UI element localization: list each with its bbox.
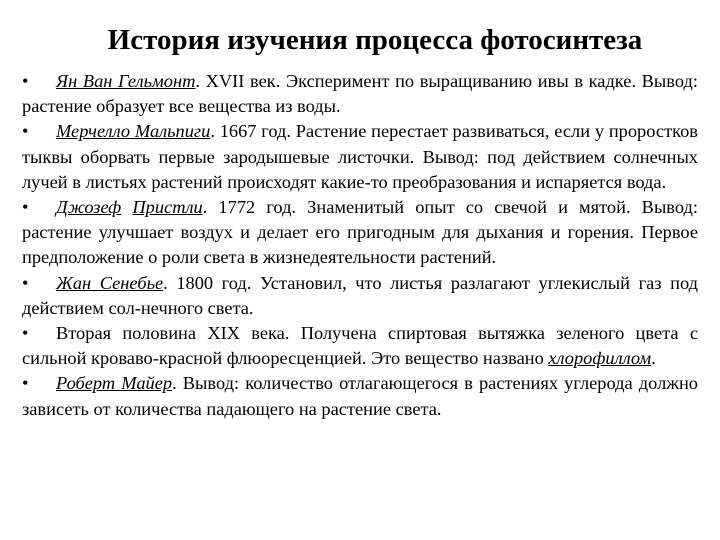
chlorophyll-term: хлорофиллом xyxy=(548,348,652,369)
slide-body xyxy=(22,69,698,422)
bullet-marker: • xyxy=(22,197,29,218)
scientist-first-name: Джозеф xyxy=(56,197,122,218)
bullet-item-mayer xyxy=(22,371,698,421)
bullet-item-malpighi xyxy=(22,119,698,195)
scientist-name: Жан Сенебье xyxy=(56,272,164,293)
scientist-name: Ян Ван Гельмонт xyxy=(56,71,196,91)
bullet-item-chlorophyll xyxy=(22,321,698,371)
bullet-text: . 1800 год. Установил, что листья разлагают углекислый газ под действием сол-нечного света. xyxy=(22,272,698,318)
scientist-name: Мерчелло Мальпиги xyxy=(56,121,211,142)
bullet-marker: • xyxy=(22,323,29,344)
bullet-item-priestley xyxy=(22,195,698,271)
bullet-marker: • xyxy=(22,71,29,91)
bullet-text: . XVII век. Эксперимент по выращиванию ивы в кадке. Вывод: растение образует все вещества из воды. xyxy=(22,71,698,117)
bullet-text: . Вывод: количество отлагающегося в растениях углерода должно зависеть от количества падающего на растение света. xyxy=(22,373,698,419)
bullet-item-senebier xyxy=(22,271,698,321)
slide-title: История изучения процесса фотосинтеза xyxy=(107,24,643,56)
bullet-marker: • xyxy=(22,373,29,394)
scientist-last-name: Пристли xyxy=(132,197,203,218)
bullet-marker: • xyxy=(22,272,29,293)
bullet-item-helmont xyxy=(22,69,698,119)
bullet-text: . 1772 год. Знаменитый опыт со свечой и мятой. Вывод: растение улучшает воздух и делает его пригодным для дыхания и горения. Первое предположение о роли света в жизнедеятельности растений. xyxy=(22,197,698,268)
bullet-marker: • xyxy=(22,121,29,142)
bullet-text: . 1667 год. Растение перестает развиваться, если у проростков тыквы оборвать первые зародышевые листочки. Вывод: под действием солнечных лучей в листьях растений происходят какие-то преобразования и испаряется вода. xyxy=(22,121,698,192)
bullet-text-end: . xyxy=(651,348,656,369)
scientist-name: Роберт Майер xyxy=(56,373,173,394)
bullet-text: Вторая половина XIX века. Получена спиртовая вытяжка зеленого цвета с сильной кроваво-красной флюоресценцией. Это вещество названо xyxy=(22,323,698,369)
